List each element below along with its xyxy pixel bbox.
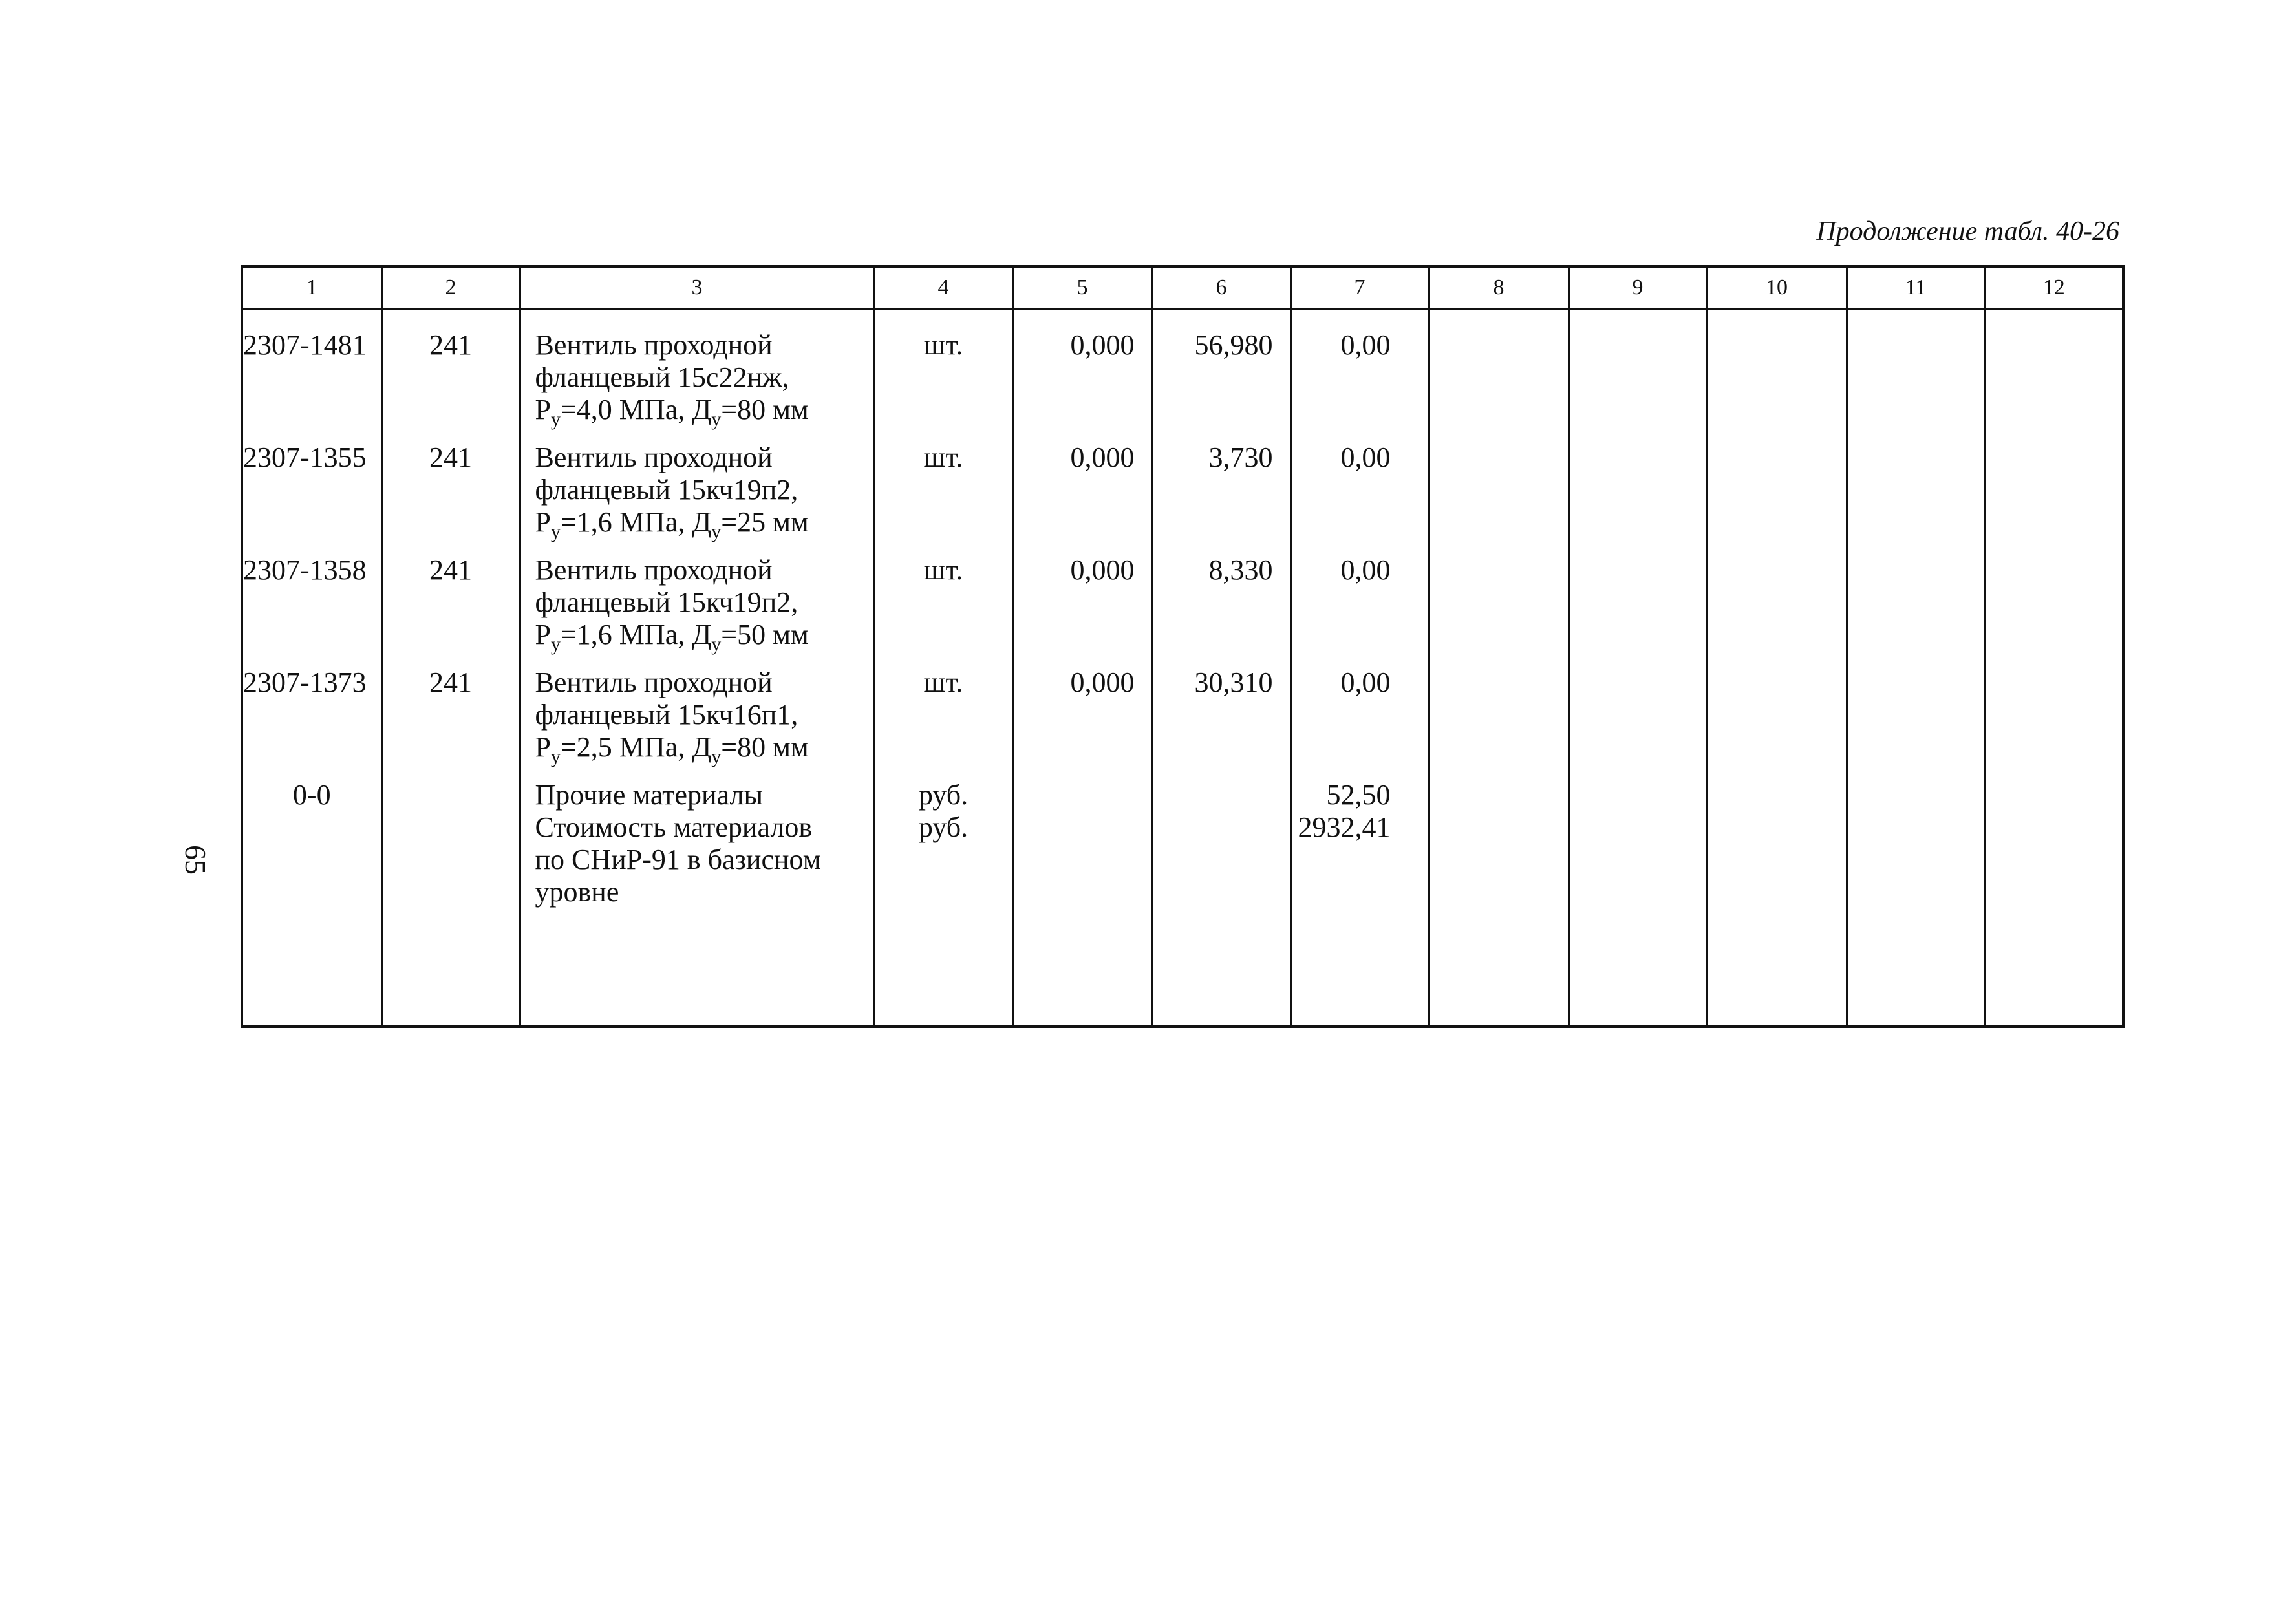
subscript: у — [711, 521, 722, 542]
header-cell: 6 — [1152, 266, 1290, 309]
name-part: =1,6 МПа, Д — [560, 506, 712, 538]
norm-number: 241 — [381, 309, 520, 442]
name-line: по СНиР-91 в базисном — [535, 844, 821, 875]
header-cell: 12 — [1985, 266, 2123, 309]
header-cell: 10 — [1707, 266, 1847, 309]
subscript: у — [550, 746, 561, 767]
value-cell-col7: 0,00 — [1290, 667, 1429, 779]
empty-cell — [1847, 779, 1985, 1027]
name-part: =80 мм — [721, 394, 809, 425]
norm-number: 241 — [381, 554, 520, 667]
material-name — [520, 667, 874, 779]
material-name — [520, 554, 874, 667]
header-cell: 1 — [242, 266, 381, 309]
materials-table — [241, 265, 2125, 1028]
empty-cell — [1152, 779, 1290, 1027]
header-cell: 2 — [381, 266, 520, 309]
value-cell-col7: 0,00 — [1290, 309, 1429, 442]
subscript: у — [711, 409, 722, 430]
subscript: у — [711, 634, 722, 655]
empty-cell — [1707, 442, 1847, 554]
name-line: Прочие материалы — [535, 779, 764, 811]
unit-cell: шт. — [874, 667, 1012, 779]
header-row — [242, 266, 2123, 309]
name-line — [535, 731, 873, 767]
table-row — [242, 554, 2123, 667]
header-cell: 7 — [1290, 266, 1429, 309]
header-cell: 5 — [1012, 266, 1152, 309]
empty-cell — [1429, 667, 1569, 779]
name-part: Р — [535, 394, 551, 425]
norm-number: 241 — [381, 667, 520, 779]
name-line — [535, 506, 873, 542]
value-cell-col7: 0,00 — [1290, 442, 1429, 554]
value-cell-col6: 30,310 — [1152, 667, 1290, 779]
name-line — [535, 394, 873, 430]
empty-cell — [1707, 779, 1847, 1027]
empty-cell — [1569, 667, 1707, 779]
name-line: фланцевый 15кч19п2, — [535, 586, 798, 618]
resource-code: 2307-1373 — [242, 667, 381, 779]
empty-cell — [1569, 442, 1707, 554]
value-cell-col5: 0,000 — [1012, 442, 1152, 554]
empty-cell — [1707, 309, 1847, 442]
table-caption: Продолжение табл. 40-26 — [1816, 217, 2119, 246]
name-part: Р — [535, 506, 551, 538]
norm-number: 241 — [381, 442, 520, 554]
name-line: фланцевый 15с22нж, — [535, 361, 789, 393]
header-cell: 9 — [1569, 266, 1707, 309]
header-cell: 11 — [1847, 266, 1985, 309]
value-cell-col7: 0,00 — [1290, 554, 1429, 667]
value-cell-col5: 0,000 — [1012, 554, 1152, 667]
page-number: 65 — [179, 845, 212, 875]
name-part: =1,6 МПа, Д — [560, 619, 712, 650]
empty-cell — [381, 779, 520, 1027]
name-part: =25 мм — [721, 506, 809, 538]
name-line: фланцевый 15кч19п2, — [535, 474, 798, 506]
material-name — [520, 309, 874, 442]
resource-code: 0-0 — [242, 779, 381, 1027]
value-cell-col6: 56,980 — [1152, 309, 1290, 442]
empty-cell — [1707, 667, 1847, 779]
material-name — [520, 779, 874, 1027]
name-line: уровне — [535, 876, 619, 908]
empty-cell — [1429, 309, 1569, 442]
header-cell: 3 — [520, 266, 874, 309]
table-row — [242, 442, 2123, 554]
subscript: у — [550, 634, 561, 655]
unit-cell: шт. — [874, 309, 1012, 442]
value-cell-col5: 0,000 — [1012, 309, 1152, 442]
name-line: Стоимость материалов — [535, 811, 813, 843]
value-line: 52,50 — [1326, 779, 1391, 811]
table-row — [242, 309, 2123, 442]
empty-cell — [1985, 779, 2123, 1027]
summary-row — [242, 779, 2123, 1027]
unit-cell — [874, 779, 1012, 1027]
name-part: =80 мм — [721, 731, 809, 763]
name-line — [535, 619, 873, 655]
table-row — [242, 667, 2123, 779]
empty-cell — [1847, 554, 1985, 667]
name-line: Вентиль проходной — [535, 329, 773, 361]
empty-cell — [1707, 554, 1847, 667]
subscript: у — [711, 746, 722, 767]
unit-cell: шт. — [874, 442, 1012, 554]
empty-cell — [1985, 309, 2123, 442]
value-cell-col6: 8,330 — [1152, 554, 1290, 667]
name-part: =4,0 МПа, Д — [560, 394, 712, 425]
empty-cell — [1569, 309, 1707, 442]
empty-cell — [1985, 554, 2123, 667]
resource-code: 2307-1358 — [242, 554, 381, 667]
value-line: 2932,41 — [1298, 811, 1391, 843]
value-cell-col7 — [1290, 779, 1429, 1027]
name-line: Вентиль проходной — [535, 667, 773, 698]
empty-cell — [1985, 442, 2123, 554]
name-part: Р — [535, 619, 551, 650]
empty-cell — [1847, 309, 1985, 442]
header-cell: 8 — [1429, 266, 1569, 309]
empty-cell — [1012, 779, 1152, 1027]
empty-cell — [1429, 554, 1569, 667]
empty-cell — [1429, 442, 1569, 554]
empty-cell — [1985, 667, 2123, 779]
empty-cell — [1847, 667, 1985, 779]
header-cell: 4 — [874, 266, 1012, 309]
resource-code: 2307-1481 — [242, 309, 381, 442]
value-cell-col5: 0,000 — [1012, 667, 1152, 779]
name-part: Р — [535, 731, 551, 763]
name-line: фланцевый 15кч16п1, — [535, 699, 798, 731]
name-part: =2,5 МПа, Д — [560, 731, 712, 763]
unit-line: руб. — [918, 811, 969, 843]
unit-cell: шт. — [874, 554, 1012, 667]
value-cell-col6: 3,730 — [1152, 442, 1290, 554]
empty-cell — [1429, 779, 1569, 1027]
resource-code: 2307-1355 — [242, 442, 381, 554]
unit-line: руб. — [918, 779, 969, 811]
material-name — [520, 442, 874, 554]
subscript: у — [550, 521, 561, 542]
empty-cell — [1847, 442, 1985, 554]
empty-cell — [1569, 554, 1707, 667]
empty-cell — [1569, 779, 1707, 1027]
name-part: =50 мм — [721, 619, 809, 650]
name-line: Вентиль проходной — [535, 442, 773, 473]
name-line: Вентиль проходной — [535, 554, 773, 586]
subscript: у — [550, 409, 561, 430]
